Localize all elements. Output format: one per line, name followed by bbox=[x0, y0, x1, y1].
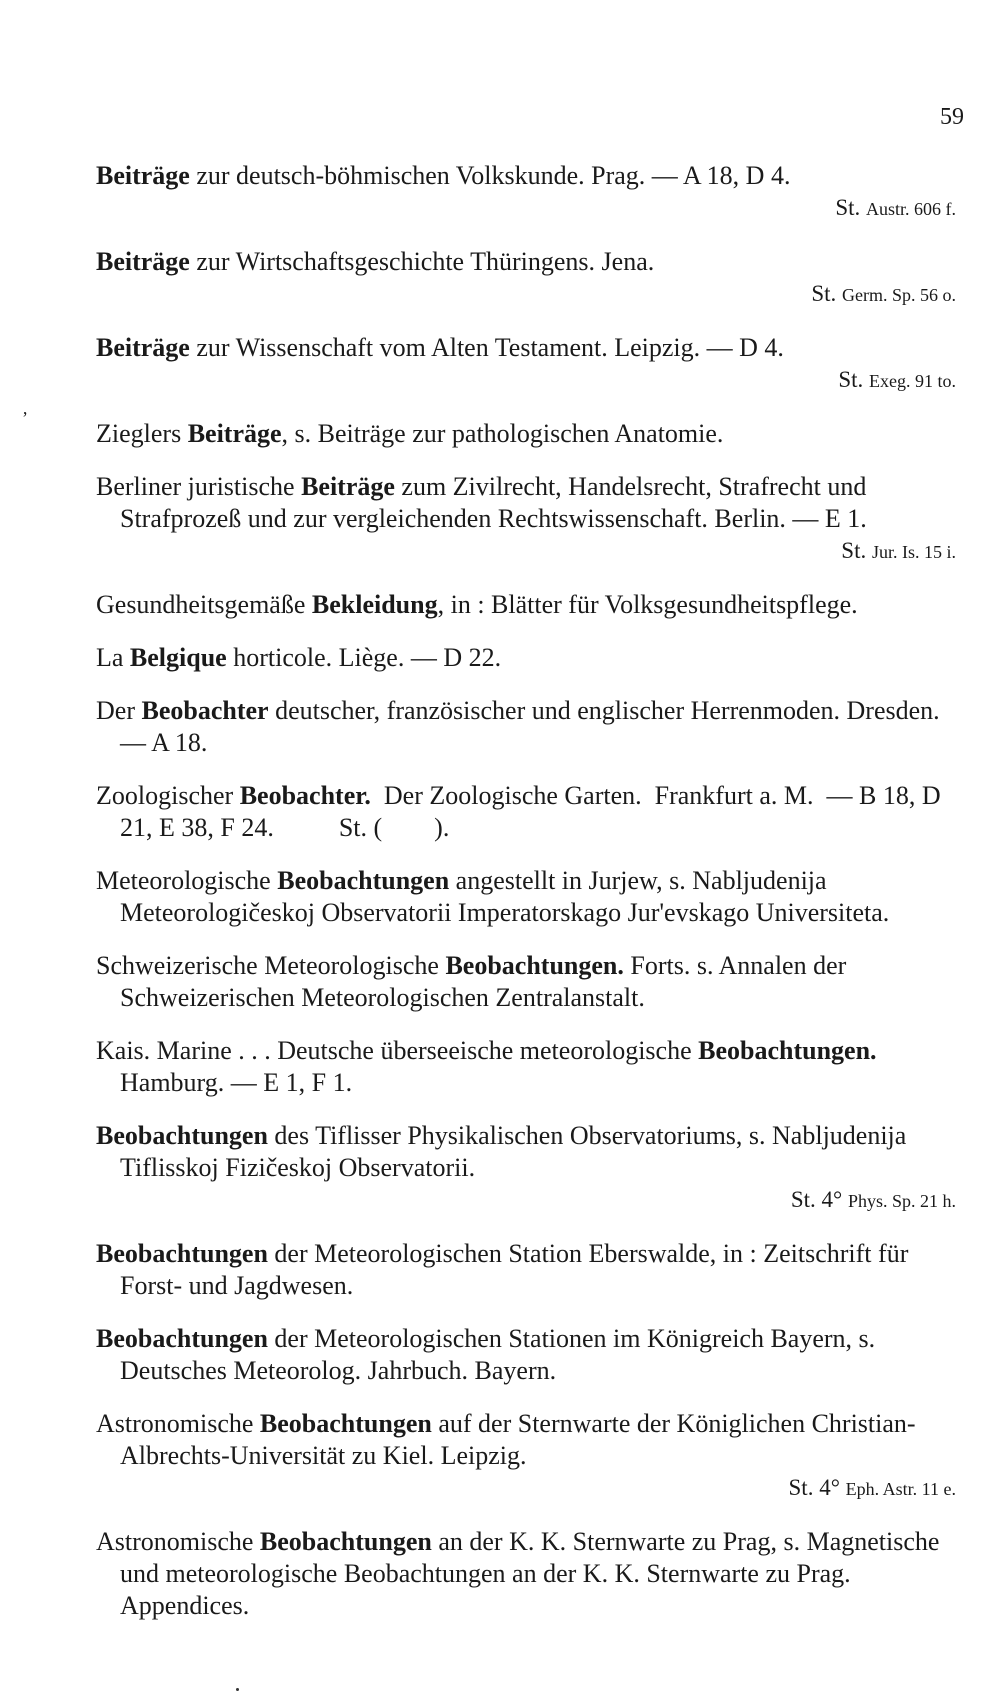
margin-mark: ’ bbox=[22, 408, 28, 428]
entry-text: der Meteorologischen Stationen im Königreich Bayern, s. Deutsches Meteorolog. Jahrbuch. Bayern. bbox=[120, 1324, 876, 1385]
entry-text: zum Zivilrecht, Handelsrecht, Strafrecht und Strafprozeß und zur vergleichenden Rechtswissenschaft. Berlin. — E 1. bbox=[120, 472, 867, 533]
entry-keyword: Beiträge bbox=[187, 419, 282, 448]
entry-keyword: Beiträge bbox=[96, 333, 190, 362]
entry-prefix: Schweizerische Meteorologische bbox=[96, 951, 446, 980]
entry-keyword: Beiträge bbox=[301, 472, 395, 501]
entry-prefix: Zieglers bbox=[96, 419, 188, 448]
entry-text: an der K. K. Sternwarte zu Prag, s. Magnetische und meteorologische Beobachtungen an der K. K. Sternwarte zu Prag. Appendices. bbox=[120, 1527, 940, 1620]
entry-text: des Tiflisser Physikalischen Observatoriums, s. Nabljudenija Tiflisskoj Fizičeskoj Observatorii. bbox=[120, 1121, 907, 1182]
shelfmark-code: Austr. 606 f. bbox=[866, 199, 956, 219]
entry-keyword: Beobachtungen bbox=[96, 1121, 268, 1150]
entry bbox=[96, 589, 964, 621]
entry-keyword: Belgique bbox=[129, 643, 227, 672]
shelfmark-prefix: St. bbox=[841, 538, 872, 563]
shelfmark-code: Phys. Sp. 21 h. bbox=[847, 1191, 956, 1211]
entry-keyword: Beobachtungen bbox=[96, 1239, 268, 1268]
page-number: 59 bbox=[940, 104, 964, 130]
entry-keyword: Beobachtungen bbox=[96, 1324, 268, 1353]
entry-text: Hamburg. — E 1, F 1. bbox=[120, 1068, 353, 1097]
entry-prefix: Zoologischer bbox=[96, 781, 240, 810]
entry bbox=[96, 1408, 964, 1505]
entry-text: Forts. s. Annalen der Schweizerischen Meteorologischen Zentralanstalt. bbox=[120, 951, 847, 1012]
entry-text: deutscher, französischer und englischer Herrenmoden. Dresden. — A 18. bbox=[120, 696, 940, 757]
entry-prefix: Gesundheitsgemäße bbox=[96, 590, 312, 619]
shelfmark-prefix: St. bbox=[811, 281, 842, 306]
shelfmark bbox=[120, 1472, 964, 1505]
shelfmark bbox=[120, 364, 964, 397]
entry-text: Der Zoologische Garten. Frankfurt a. M. — B 18, D 21, E 38, F 24. St. ( ). bbox=[120, 781, 948, 842]
entry-text: , s. Beiträge zur pathologischen Anatomie. bbox=[281, 419, 724, 448]
entry-keyword: Beobachter. bbox=[239, 781, 371, 810]
entry bbox=[96, 332, 964, 397]
shelfmark-prefix: St. 4° bbox=[788, 1475, 846, 1500]
shelfmark bbox=[120, 278, 964, 311]
entry-text: auf der Sternwarte der Königlichen Christian-Albrechts-Universität zu Kiel. Leipzig. bbox=[120, 1409, 916, 1470]
entry-prefix: La bbox=[96, 643, 130, 672]
entry bbox=[96, 642, 964, 674]
entry-keyword: Bekleidung bbox=[311, 590, 438, 619]
entry-list bbox=[96, 160, 964, 1643]
entry-prefix: Kais. Marine . . . Deutsche überseeische meteorologische bbox=[96, 1036, 699, 1065]
entry-prefix: Der bbox=[96, 696, 142, 725]
entry bbox=[96, 1323, 964, 1387]
entry-keyword: Beiträge bbox=[96, 247, 190, 276]
shelfmark-code: Exeg. 91 to. bbox=[869, 371, 956, 391]
entry-text: zur Wirtschaftsgeschichte Thüringens. Jena. bbox=[189, 247, 655, 276]
entry bbox=[96, 780, 964, 844]
entry-keyword: Beobachtungen bbox=[277, 866, 450, 895]
entry-text: zur deutsch-böhmischen Volkskunde. Prag. — A 18, D 4. bbox=[189, 161, 791, 190]
entry-text: horticole. Liège. — D 22. bbox=[226, 643, 502, 672]
entry bbox=[96, 246, 964, 311]
entry-text: angestellt in Jurjew, s. Nabljudenija Meteorologičeskoj Observatorii Imperatorskago Jur'evskago Universiteta. bbox=[120, 866, 890, 927]
entry bbox=[96, 471, 964, 568]
entry bbox=[96, 1526, 964, 1622]
entry-text: , in : Blätter für Volksgesundheitspflege. bbox=[437, 590, 858, 619]
entry-keyword: Beobachtungen bbox=[259, 1527, 432, 1556]
entry bbox=[96, 865, 964, 929]
shelfmark-prefix: St. bbox=[835, 195, 866, 220]
shelfmark-prefix: St. 4° bbox=[790, 1187, 848, 1212]
shelfmark bbox=[120, 1184, 964, 1217]
entry-keyword: Beobachtungen bbox=[259, 1409, 432, 1438]
entry-prefix: Astronomische bbox=[96, 1409, 260, 1438]
entry-text: zur Wissenschaft vom Alten Testament. Leipzig. — D 4. bbox=[189, 333, 784, 362]
shelfmark bbox=[120, 192, 964, 225]
entry bbox=[96, 950, 964, 1014]
entry-prefix: Berliner juristische bbox=[96, 472, 302, 501]
entry bbox=[96, 1238, 964, 1302]
entry bbox=[96, 1120, 964, 1217]
entry-keyword: Beiträge bbox=[96, 161, 190, 190]
entry bbox=[96, 1035, 964, 1099]
entry-prefix: Meteorologische bbox=[96, 866, 278, 895]
entry bbox=[96, 695, 964, 759]
shelfmark-code: Germ. Sp. 56 o. bbox=[842, 285, 956, 305]
shelfmark-prefix: St. bbox=[838, 367, 869, 392]
shelfmark-code: Jur. Is. 15 i. bbox=[871, 542, 956, 562]
entry bbox=[96, 418, 964, 450]
entry-keyword: Beobachtungen. bbox=[698, 1036, 877, 1065]
entry-keyword: Beobachter bbox=[141, 696, 269, 725]
stray-dot bbox=[236, 1688, 239, 1691]
shelfmark bbox=[120, 535, 964, 568]
shelfmark-code: Eph. Astr. 11 e. bbox=[845, 1479, 956, 1499]
entry-keyword: Beobachtungen. bbox=[445, 951, 624, 980]
entry bbox=[96, 160, 964, 225]
entry-prefix: Astronomische bbox=[96, 1527, 260, 1556]
entry-text: der Meteorologischen Station Eberswalde, in : Zeitschrift für Forst- und Jagdwesen. bbox=[120, 1239, 909, 1300]
